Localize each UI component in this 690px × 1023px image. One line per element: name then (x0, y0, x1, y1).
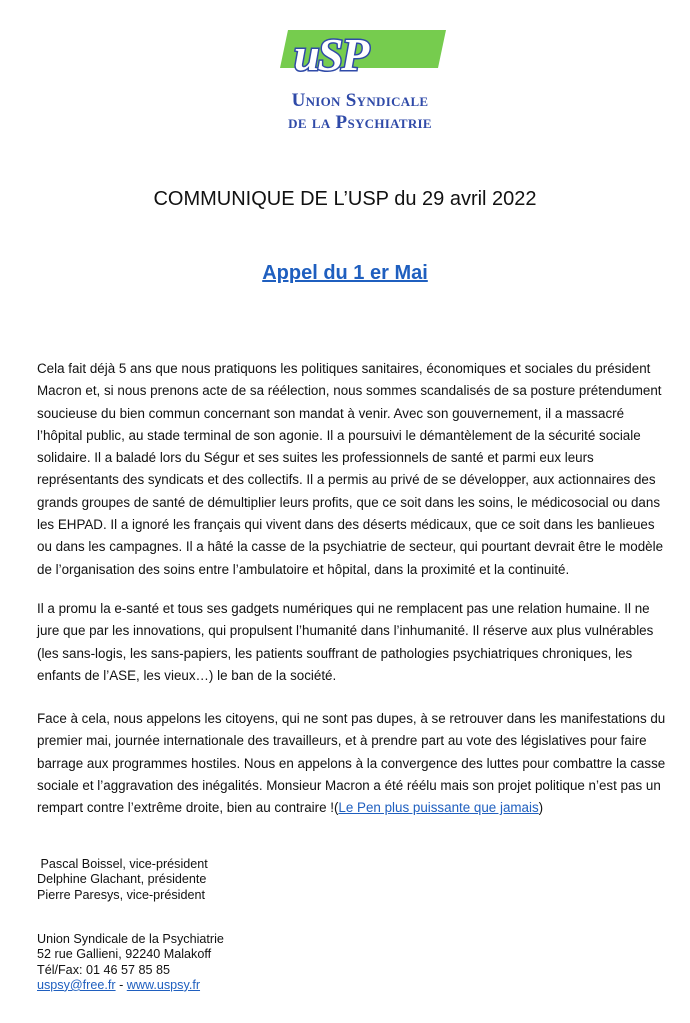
paragraph-1: Cela fait déjà 5 ans que nous pratiquons les politiques sanitaires, économiques et sociales du président Macron et, si nous prenons acte de sa réélection, nous sommes scandalisés de sa posture prétendument soucieuse du bien commun concernant son mandat à venir. Avec son gouvernement, il a massacré l’hôpital public, au stade terminal de son agonie. Il a poursuivi le démantèlement de la sécurité sociale solidaire. Il a baladé lors du Ségur et ses suites les professionnels de santé et parmi eux leurs représentants des syndicats et des collectifs. Il a permis au privé de se développer, aux actionnaires des grands groupes de santé de démultiplier leurs profits, que ce soit dans les soins, le médicosocial ou dans les EHPAD. Il a ignoré les français qui vivent dans des déserts médicaux, que ce soit dans les banlieues ou dans les campagnes. Il a hâté la casse de la psychiatrie de secteur, qui pourtant devrait être le modèle de l’organisation des soins entre l’ambulatoire et hôpital, dans la proximité et la continuité. (37, 361, 664, 577)
usp-logo-graphic (270, 20, 450, 90)
paragraph-3-text: Face à cela, nous appelons les citoyens, qui ne sont pas dupes, à se retrouver dans les manifestations du premier mai, journée internationale des travailleurs, et à prendre part au vote des législatives pour faire barrage aux programmes hostiles. Nous en appelons à la convergence des luttes pour combattre la casse sociale et l’aggravation des inégalités. Monsieur Macron a été réélu mais son projet politique n’est pas un rempart contre l’extrême droite, bien au contraire !( (37, 711, 666, 816)
usp-logo (270, 20, 450, 144)
contact-separator: - (115, 977, 127, 992)
paragraph-2: Il a promu la e-santé et tous ses gadgets numériques qui ne remplacent pas une relation humaine. Il ne jure que par les innovations, qui propulsent l’humanité dans l’inhumanité. Il réserve aux plus vulnérables (les sans-logis, les sans-papiers, les patients souffrant de pathologies psychiatriques chroniques, les enfants de l’ASE, les vieux…) le ban de la société. (37, 601, 654, 683)
signature-line: Pascal Boissel, vice-président (37, 857, 208, 871)
paragraph-3 (37, 708, 672, 819)
contact-block (37, 932, 224, 993)
le-pen-article-link[interactable]: Le Pen plus puissante que jamais (338, 800, 539, 816)
logo-line-1: Union Syndicale (291, 90, 429, 111)
website-link[interactable]: www.uspsy.fr (126, 977, 201, 992)
contact-phone: Tél/Fax: 01 46 57 85 85 (37, 962, 171, 977)
signature-line: Delphine Glachant, présidente (37, 872, 207, 887)
communique-title: COMMUNIQUE DE L’USP du 29 avril 2022 (153, 188, 537, 210)
email-link[interactable]: uspsy@free.fr (37, 977, 116, 992)
logo-line-2: de la Psychiatrie (288, 112, 432, 133)
contact-org: Union Syndicale de la Psychiatrie (37, 932, 224, 946)
contact-links (37, 978, 224, 993)
signatures (37, 857, 208, 903)
main-heading-link[interactable]: Appel du 1 er Mai (262, 262, 428, 284)
logo-letters: uSP (294, 29, 368, 80)
signature-line: Pierre Paresys, vice-président (37, 887, 205, 902)
contact-address: 52 rue Gallieni, 92240 Malakoff (37, 947, 212, 962)
paragraph-3-end: ) (538, 800, 544, 816)
